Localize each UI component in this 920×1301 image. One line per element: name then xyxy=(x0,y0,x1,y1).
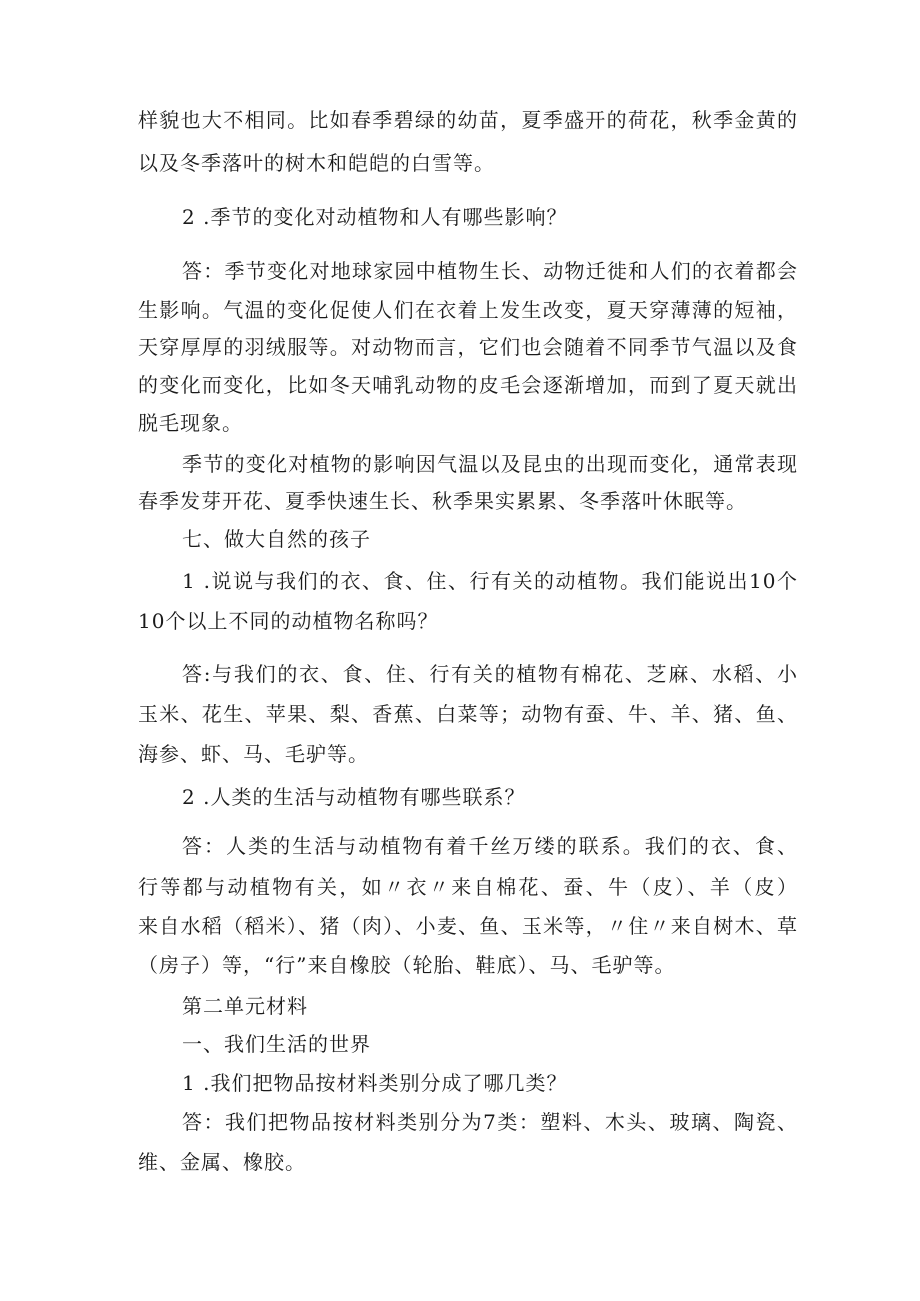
paragraph-line: 春季发芽开花、夏季快速生长、秋季果实累累、冬季落叶休眠等。 xyxy=(138,489,747,513)
answer-line: 答:与我们的衣、食、住、行有关的植物有棉花、芝麻、水稻、小 xyxy=(182,662,798,686)
question-heading: 10个以上不同的动植物名称吗？ xyxy=(138,609,439,633)
paragraph-line: 海参、虾、马、毛驴等。 xyxy=(138,742,369,766)
section-heading: 一、我们生活的世界 xyxy=(182,1032,371,1056)
answer-line: 答：季节变化对地球家园中植物生长、动物迁徙和人们的衣着都会 xyxy=(182,259,798,283)
answer-line: 答：我们把物品按材料类别分为7类：塑料、木头、玻璃、陶瓷、 xyxy=(182,1110,798,1134)
question-heading: 2 .季节的变化对动植物和人有哪些影响？ xyxy=(182,205,568,229)
paragraph-line: 天穿厚厚的羽绒服等。对动物而言，它们也会随着不同季节气温以及食 xyxy=(138,335,798,359)
paragraph-line: （房子）等，“行”来自橡胶（轮胎、鞋底）、马、毛驴等。 xyxy=(138,953,676,977)
paragraph-line: 样貌也大不相同。比如春季碧绿的幼苗，夏季盛开的荷花，秋季金黄的 xyxy=(138,108,798,132)
paragraph-line: 玉米、花生、苹果、梨、香蕉、白菜等；动物有蚕、牛、羊、猪、鱼、 xyxy=(138,702,798,726)
paragraph-line: 脱毛现象。 xyxy=(138,411,243,435)
question-heading: 1 .说说与我们的衣、食、住、行有关的动植物。我们能说出10个 xyxy=(182,569,798,593)
paragraph-line: 的变化而变化，比如冬天哺乳动物的皮毛会逐渐增加，而到了夏天就出 xyxy=(138,373,798,397)
paragraph-line: 来自水稻（稻米）、猪（肉）、小麦、鱼、玉米等，〃住〃来自树木、草 xyxy=(138,914,798,938)
question-heading: 1 .我们把物品按材料类别分成了哪几类？ xyxy=(182,1071,568,1095)
question-heading: 2 .人类的生活与动植物有哪些联系？ xyxy=(182,785,526,809)
paragraph-line: 季节的变化对植物的影响因气温以及昆虫的出现而变化，通常表现 xyxy=(182,452,798,476)
unit-heading: 第二单元材料 xyxy=(182,994,308,1018)
paragraph-line: 维、金属、橡胶。 xyxy=(138,1150,306,1174)
section-heading: 七、做大自然的孩子 xyxy=(182,527,371,551)
paragraph-line: 行等都与动植物有关，如〃衣〃来自棉花、蚕、牛（皮）、羊（皮） xyxy=(138,875,798,899)
paragraph-line: 以及冬季落叶的树木和皑皑的白雪等。 xyxy=(138,151,495,175)
paragraph-line: 生影响。气温的变化促使人们在衣着上发生改变，夏天穿薄薄的短袖， xyxy=(138,298,798,322)
answer-line: 答：人类的生活与动植物有着千丝万缕的联系。我们的衣、食、 xyxy=(182,834,798,858)
